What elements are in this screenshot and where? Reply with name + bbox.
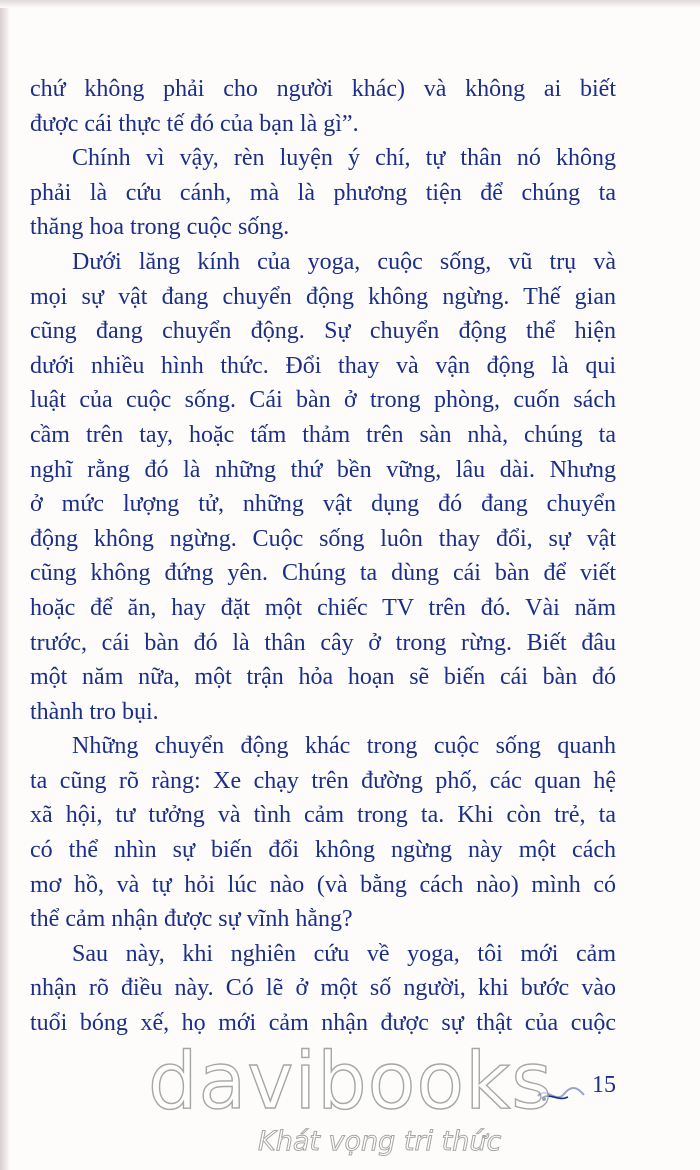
paragraph — [30, 72, 616, 141]
text-line: động không ngừng. Cuộc sống luôn thay đổi, sự vật — [30, 525, 616, 552]
text-line: mọi sự vật đang chuyển động không ngừng. Thế gian — [30, 283, 616, 310]
text-line: dưới nhiều hình thức. Đổi thay và vận động là qui — [30, 352, 616, 379]
text-line: trước, cái bàn đó là thân cây ở trong rừng. Biết đâu — [30, 629, 616, 656]
text-line: nghĩ rằng đó là những thứ bền vững, lâu dài. Nhưng — [30, 456, 616, 483]
text-line: phải là cứu cánh, mà là phương tiện để chúng ta — [30, 179, 616, 206]
text-line: ta cũng rõ ràng: Xe chạy trên đường phố, các quan hệ — [30, 767, 616, 794]
text-line: ở mức lượng tử, những vật dụng đó đang chuyển — [30, 491, 616, 518]
text-line: cũng đang chuyển động. Sự chuyển động thể hiện — [30, 318, 616, 345]
text-line: cũng không đứng yên. Chúng ta dùng cái bàn để viết — [30, 560, 616, 587]
text-line: Sau này, khi nghiên cứu về yoga, tôi mới cảm — [72, 940, 616, 967]
text-line: chứ không phải cho người khác) và không ai biết — [30, 76, 616, 102]
text-line: hoặc để ăn, hay đặt một chiếc TV trên đó. Vài năm — [30, 594, 616, 621]
paragraph — [30, 141, 616, 245]
body-text — [30, 72, 616, 1041]
text-line: xã hội, tư tưởng và tình cảm trong ta. Khi còn trẻ, ta — [30, 802, 616, 829]
paragraph — [30, 937, 616, 1041]
page-number: 15 — [592, 1072, 616, 1098]
text-line: nhận rõ điều này. Có lẽ ở một số người, khi bước vào — [30, 975, 616, 1002]
paragraph — [30, 729, 616, 937]
watermark-brand: davibooks — [148, 1037, 553, 1127]
text-line: được cái thực tế đó của bạn là gì”. — [30, 110, 359, 137]
text-line: cầm trên tay, hoặc tấm thảm trên sàn nhà, chúng ta — [30, 421, 616, 448]
page-edge-shadow — [0, 0, 10, 1170]
watermark-tagline: Khát vọng tri thức — [258, 1126, 502, 1157]
text-line: một năm nữa, một trận hỏa hoạn sẽ biến cái bàn đó — [30, 664, 616, 691]
page-top-shadow — [0, 0, 700, 8]
text-line: thăng hoa trong cuộc sống. — [30, 214, 290, 241]
text-line: Dưới lăng kính của yoga, cuộc sống, vũ trụ và — [72, 248, 616, 275]
text-line: mơ hồ, và tự hỏi lúc nào (và bằng cách nào) mình có — [30, 871, 616, 898]
text-line: thể cảm nhận được sự vĩnh hằng? — [30, 906, 353, 933]
text-line: có thể nhìn sự biến đổi không ngừng này một cách — [30, 837, 616, 864]
text-line: Chính vì vậy, rèn luyện ý chí, tự thân nó không — [72, 145, 616, 172]
text-line: thành tro bụi. — [30, 698, 159, 725]
paragraph — [30, 245, 616, 729]
text-line: luật của cuộc sống. Cái bàn ở trong phòng, cuốn sách — [30, 387, 616, 414]
text-line: Những chuyển động khác trong cuộc sống quanh — [72, 733, 616, 760]
text-line: tuổi bóng xế, họ mới cảm nhận được sự thật của cuộc — [30, 1010, 616, 1037]
